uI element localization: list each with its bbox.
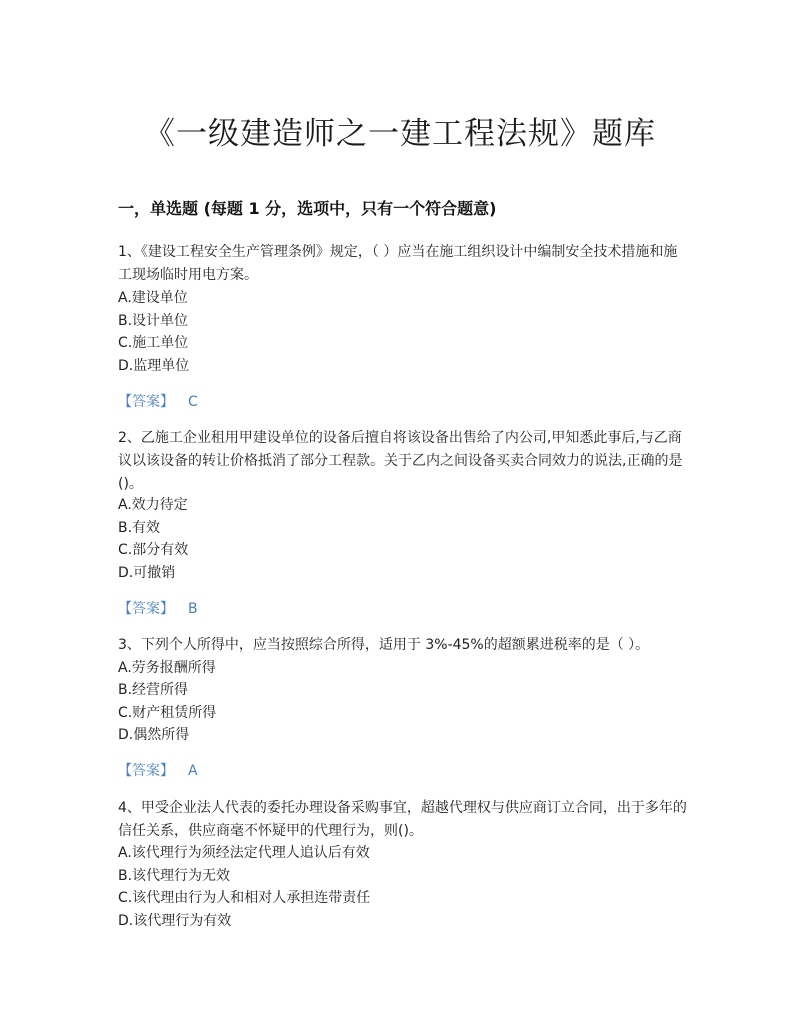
question-3-text: 3、下列个人所得中，应当按照综合所得，适用于 3%-45%的超额累进税率的是（ ）。 xyxy=(118,637,650,653)
question-1-answer xyxy=(118,391,198,413)
question-1-option-c: C.施工单位 xyxy=(118,335,189,351)
answer-value: C xyxy=(188,394,198,410)
question-1-text: 1、《建设工程安全生产管理条例》规定，（ ）应当在施工组织设计中编制安全技术措施和施工现场临时用电方案。 xyxy=(118,244,678,283)
question-1-option-b: B.设计单位 xyxy=(118,313,189,329)
question-4-text: 4、甲受企业法人代表的委托办理设备采购事宜，超越代理权与供应商订立合同，出于多年的信任关系，供应商毫不怀疑甲的代理行为，则()。 xyxy=(118,800,687,839)
question-3-answer xyxy=(118,760,198,782)
question-3-option-b: B.经营所得 xyxy=(118,682,189,698)
question-3-option-a: A.劳务报酬所得 xyxy=(118,660,216,676)
question-2-option-a: A.效力待定 xyxy=(118,497,188,513)
question-2-option-d: D.可撤销 xyxy=(118,565,176,581)
section-heading: 一，单选题 (每题 1 分，选项中，只有一个符合题意) xyxy=(118,199,497,218)
question-4-option-d: D.该代理行为有效 xyxy=(118,913,232,929)
question-1-option-d: D.监理单位 xyxy=(118,358,190,374)
answer-value: B xyxy=(188,601,198,617)
question-2-option-c: C.部分有效 xyxy=(118,542,189,558)
question-4-option-b: B.该代理行为无效 xyxy=(118,868,231,884)
question-4-option-c: C.该代理由行为人和相对人承担连带责任 xyxy=(118,890,371,906)
question-1-option-a: A.建设单位 xyxy=(118,290,188,306)
question-3-option-c: C.财产租赁所得 xyxy=(118,705,217,721)
answer-label: 【答案】 xyxy=(118,394,174,410)
question-2-option-b: B.有效 xyxy=(118,520,161,536)
question-2-text: 2、乙施工企业租用甲建设单位的设备后擅自将该设备出售给了内公司,甲知悉此事后,与乙商议以该设备的转让价格抵消了部分工程款。关于乙内之间设备买卖合同效力的说法,正确的是()。 xyxy=(118,430,683,492)
answer-label: 【答案】 xyxy=(118,763,174,779)
answer-label: 【答案】 xyxy=(118,601,174,617)
question-4-option-a: A.该代理行为须经法定代理人追认后有效 xyxy=(118,845,370,861)
question-2-answer xyxy=(118,598,198,620)
answer-value: A xyxy=(188,763,198,779)
document-title: 《一级建造师之一建工程法规》题库 xyxy=(144,116,656,152)
question-3-option-d: D.偶然所得 xyxy=(118,727,190,743)
